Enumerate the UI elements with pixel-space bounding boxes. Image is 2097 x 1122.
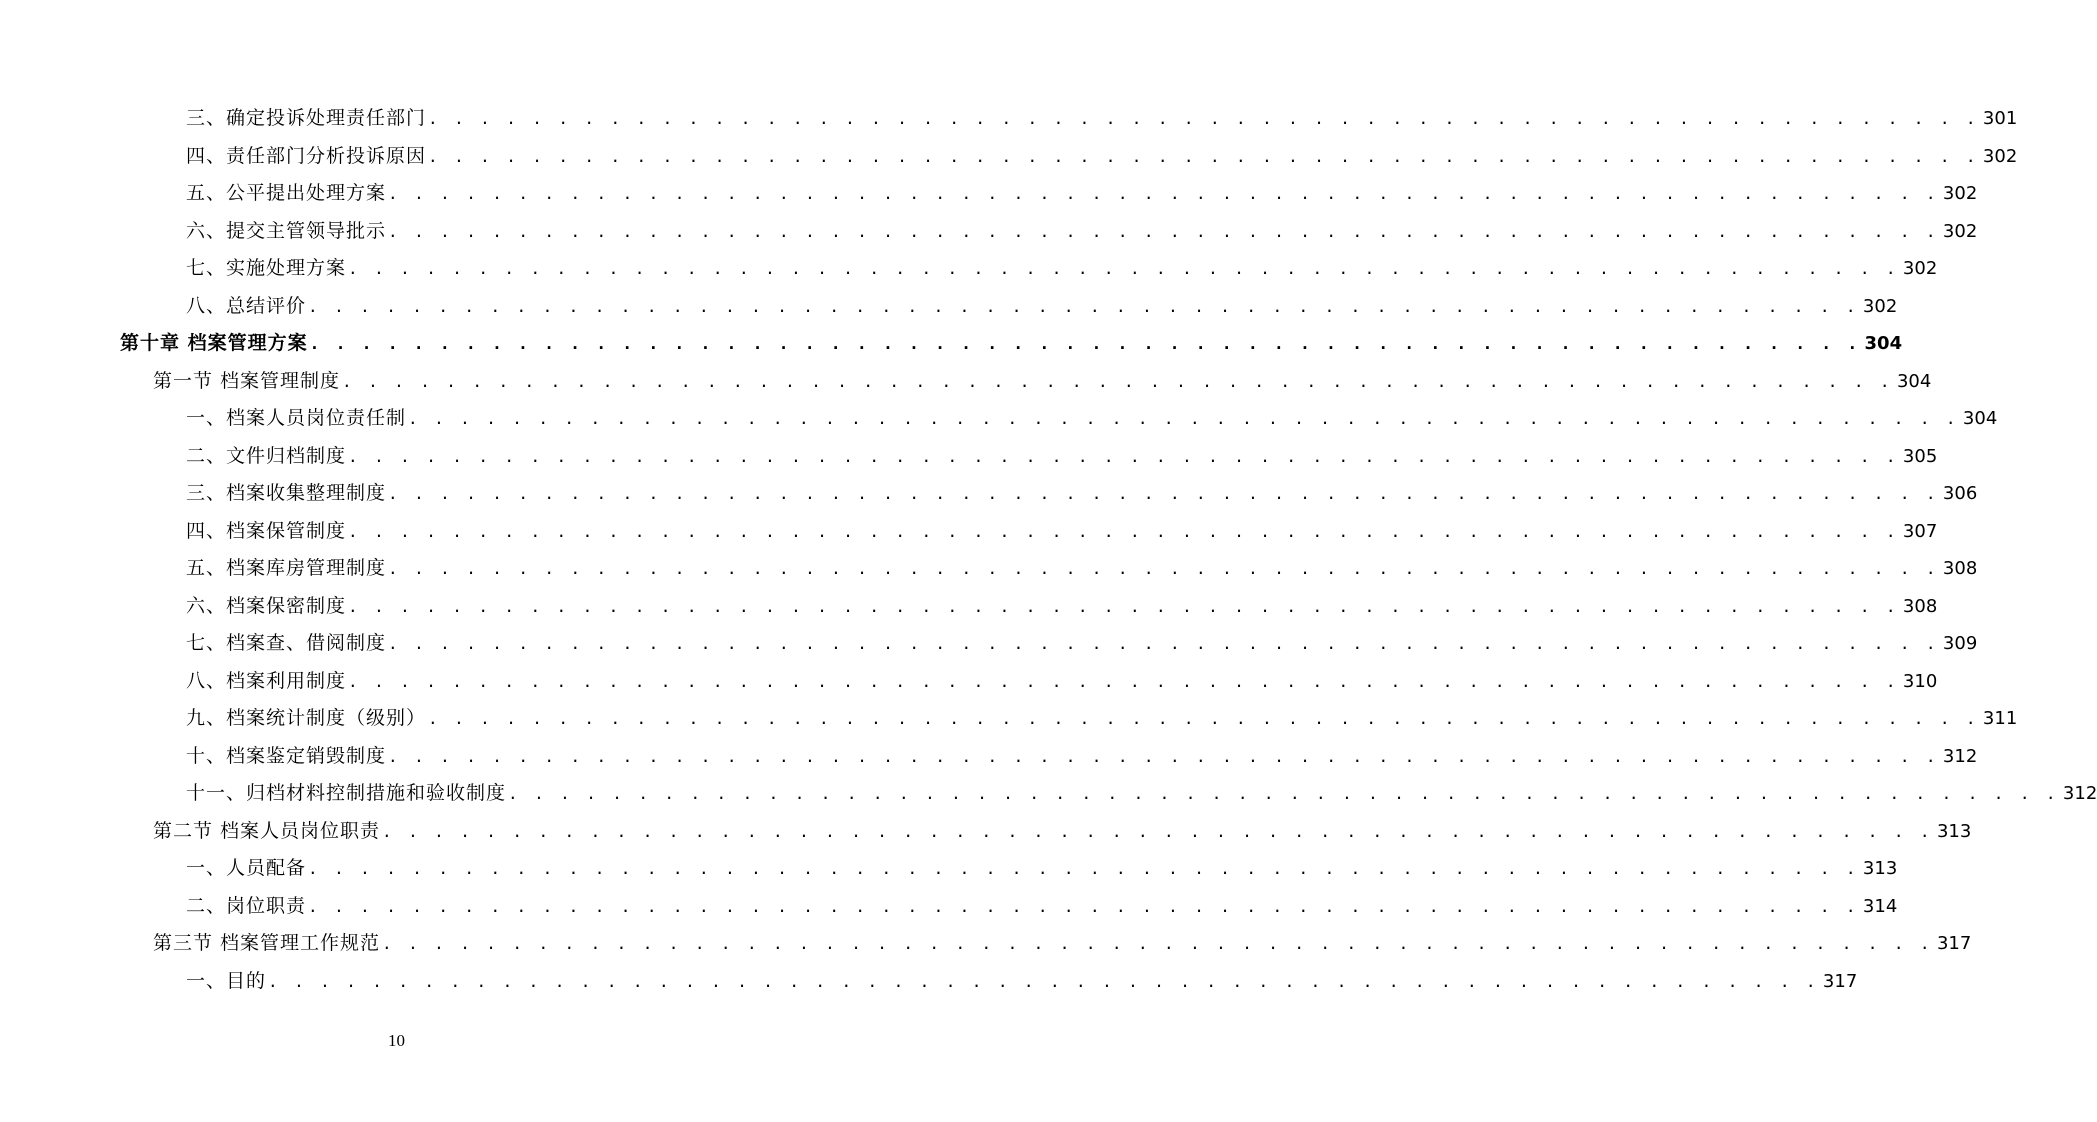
toc-dot-leader: . . . . . . . . . . . . . . . . . . . . . . . . . . . . . . . . . . . . . . . . . . . . . . . . . . . . . . . . . . . . — [388, 184, 1939, 203]
toc-entry-page: 317 — [1822, 970, 1858, 992]
toc-item-entry[interactable] — [0, 100, 2018, 138]
toc-dot-leader: . . . . . . . . . . . . . . . . . . . . . . . . . . . . . . . . . . . . . . . . . . . . . . . . . . . . . . . . . . . . — [388, 746, 1939, 766]
toc-dot-leader: . . . . . . . . . . . . . . . . . . . . . . . . . . . . . . . . . . . . . . . . . . . . . . . . . . . . . . . . . . . . — [309, 334, 1861, 353]
toc-entry-title: 一、人员配备 — [186, 857, 307, 879]
toc-dot-leader: . . . . . . . . . . . . . . . . . . . . . . . . . . . . . . . . . . . . . . . . . . . . . . . . . . . . . . . . . . . . — [348, 596, 1899, 616]
toc-entry-title: 八、总结评价 — [186, 294, 307, 317]
toc-entry-page: 310 — [1902, 670, 1938, 692]
toc-entry-page: 304 — [1962, 408, 1998, 429]
toc-entry-page: 302 — [1942, 220, 1978, 242]
toc-item-entry[interactable] — [0, 175, 1978, 213]
toc-item-entry[interactable] — [0, 550, 1978, 588]
page-number: 10 — [388, 1031, 405, 1050]
toc-item-entry[interactable] — [0, 775, 2097, 813]
toc-entry-title: 第十章 档案管理方案 — [120, 332, 308, 354]
toc-dot-leader: . . . . . . . . . . . . . . . . . . . . . . . . . . . . . . . . . . . . . . . . . . . . . . . . . . . . . . . . . . . . — [382, 821, 1933, 841]
toc-entry-title: 二、岗位职责 — [186, 894, 307, 917]
toc-entry-page: 301 — [1982, 108, 2018, 129]
toc-dot-leader: . . . . . . . . . . . . . . . . . . . . . . . . . . . . . . . . . . . . . . . . . . . . . . . . . . . . . . . . . . . . — [428, 146, 1979, 166]
toc-entry-page: 302 — [1982, 145, 2018, 167]
toc-dot-leader: . . . . . . . . . . . . . . . . . . . . . . . . . . . . . . . . . . . . . . . . . . . . . . . . . . . . . . . . . . . . — [348, 446, 1899, 466]
toc-entry-page: 306 — [1942, 483, 1978, 504]
toc-entry-title: 七、实施处理方案 — [186, 257, 347, 279]
toc-item-entry[interactable] — [0, 438, 1938, 476]
toc-item-entry[interactable] — [0, 963, 1858, 1001]
toc-dot-leader: . . . . . . . . . . . . . . . . . . . . . . . . . . . . . . . . . . . . . . . . . . . . . . . . . . . . . . . . . . . . — [308, 859, 1859, 878]
toc-dot-leader: . . . . . . . . . . . . . . . . . . . . . . . . . . . . . . . . . . . . . . . . . . . . . . . . . . . . . . . . . . . . — [428, 709, 1979, 728]
toc-item-entry[interactable] — [0, 513, 1938, 551]
toc-entry-title: 第三节 档案管理工作规范 — [153, 932, 381, 954]
toc-dot-leader: . . . . . . . . . . . . . . . . . . . . . . . . . . . . . . . . . . . . . . . . . . . . . . . . . . . . . . . . . . . . — [348, 259, 1899, 278]
toc-chapter-entry[interactable] — [0, 325, 1903, 363]
toc-dot-leader: . . . . . . . . . . . . . . . . . . . . . . . . . . . . . . . . . . . . . . . . . . . . . . . . . . . . . . . . . . . . — [342, 371, 1893, 391]
toc-entry-page: 317 — [1936, 933, 1972, 954]
toc-entry-title: 八、档案利用制度 — [186, 669, 347, 692]
toc-entry-title: 六、档案保密制度 — [186, 594, 347, 617]
table-of-contents — [0, 100, 2097, 1000]
toc-dot-leader: . . . . . . . . . . . . . . . . . . . . . . . . . . . . . . . . . . . . . . . . . . . . . . . . . . . . . . . . . . . . — [388, 634, 1939, 653]
toc-item-entry[interactable] — [0, 738, 1978, 776]
toc-entry-page: 305 — [1902, 445, 1938, 467]
toc-dot-leader: . . . . . . . . . . . . . . . . . . . . . . . . . . . . . . . . . . . . . . . . . . . . . . . . . . . . . . . . . . . . — [308, 296, 1859, 316]
toc-dot-leader: . . . . . . . . . . . . . . . . . . . . . . . . . . . . . . . . . . . . . . . . . . . . . . . . . . . . . . . . . . . . — [388, 559, 1939, 578]
toc-dot-leader: . . . . . . . . . . . . . . . . . . . . . . . . . . . . . . . . . . . . . . . . . . . . . . . . . . . . . . . . . . . . — [508, 784, 2059, 803]
toc-item-entry[interactable] — [0, 700, 2018, 738]
toc-item-entry[interactable] — [0, 475, 1978, 513]
toc-entry-page: 313 — [1936, 820, 1972, 842]
toc-entry-page: 302 — [1902, 258, 1938, 279]
toc-entry-title: 第一节 档案管理制度 — [153, 369, 341, 392]
toc-entry-page: 309 — [1942, 633, 1978, 654]
toc-entry-title: 三、确定投诉处理责任部门 — [186, 107, 427, 129]
toc-item-entry[interactable] — [0, 588, 1938, 626]
toc-entry-title: 五、档案库房管理制度 — [186, 557, 387, 579]
toc-entry-title: 六、提交主管领导批示 — [186, 219, 387, 242]
toc-entry-title: 十一、归档材料控制措施和验收制度 — [186, 782, 507, 804]
toc-item-entry[interactable] — [0, 625, 1978, 663]
toc-item-entry[interactable] — [0, 663, 1938, 701]
toc-dot-leader: . . . . . . . . . . . . . . . . . . . . . . . . . . . . . . . . . . . . . . . . . . . . . . . . . . . . . . . . . . . . — [268, 971, 1819, 991]
toc-entry-title: 九、档案统计制度（级别） — [186, 707, 427, 729]
toc-entry-title: 十、档案鉴定销毁制度 — [186, 744, 387, 767]
toc-item-entry[interactable] — [0, 250, 1938, 288]
toc-entry-page: 302 — [1862, 295, 1898, 317]
toc-item-entry[interactable] — [0, 400, 1998, 438]
toc-entry-title: 七、档案查、借阅制度 — [186, 632, 387, 654]
toc-entry-page: 307 — [1902, 520, 1938, 542]
toc-entry-page: 312 — [1942, 745, 1978, 767]
toc-entry-title: 五、公平提出处理方案 — [186, 182, 387, 204]
toc-dot-leader: . . . . . . . . . . . . . . . . . . . . . . . . . . . . . . . . . . . . . . . . . . . . . . . . . . . . . . . . . . . . — [308, 896, 1859, 916]
toc-entry-title: 一、档案人员岗位责任制 — [186, 407, 407, 429]
toc-entry-page: 314 — [1862, 895, 1898, 917]
toc-entry-title: 三、档案收集整理制度 — [186, 482, 387, 504]
toc-entry-title: 四、档案保管制度 — [186, 519, 347, 542]
toc-item-entry[interactable] — [0, 850, 1898, 888]
toc-dot-leader: . . . . . . . . . . . . . . . . . . . . . . . . . . . . . . . . . . . . . . . . . . . . . . . . . . . . . . . . . . . . — [348, 671, 1899, 691]
toc-entry-page: 308 — [1942, 558, 1978, 579]
toc-dot-leader: . . . . . . . . . . . . . . . . . . . . . . . . . . . . . . . . . . . . . . . . . . . . . . . . . . . . . . . . . . . . — [388, 221, 1939, 241]
toc-entry-page: 304 — [1896, 370, 1932, 392]
toc-entry-title: 第二节 档案人员岗位职责 — [153, 819, 381, 842]
toc-item-entry[interactable] — [0, 288, 1898, 326]
toc-entry-page: 312 — [2062, 783, 2097, 804]
toc-section-entry[interactable] — [0, 363, 1932, 401]
toc-item-entry[interactable] — [0, 138, 2018, 176]
toc-dot-leader: . . . . . . . . . . . . . . . . . . . . . . . . . . . . . . . . . . . . . . . . . . . . . . . . . . . . . . . . . . . . — [348, 521, 1899, 541]
toc-dot-leader: . . . . . . . . . . . . . . . . . . . . . . . . . . . . . . . . . . . . . . . . . . . . . . . . . . . . . . . . . . . . — [388, 484, 1939, 503]
toc-section-entry[interactable] — [0, 813, 1972, 851]
toc-item-entry[interactable] — [0, 888, 1898, 926]
toc-entry-page: 313 — [1862, 858, 1898, 879]
toc-item-entry[interactable] — [0, 213, 1978, 251]
toc-entry-page: 304 — [1864, 333, 1903, 354]
toc-entry-title: 二、文件归档制度 — [186, 444, 347, 467]
toc-dot-leader: . . . . . . . . . . . . . . . . . . . . . . . . . . . . . . . . . . . . . . . . . . . . . . . . . . . . . . . . . . . . — [428, 109, 1979, 128]
toc-entry-title: 四、责任部门分析投诉原因 — [186, 144, 427, 167]
toc-entry-title: 一、目的 — [186, 969, 267, 992]
toc-entry-page: 308 — [1902, 595, 1938, 617]
toc-entry-page: 302 — [1942, 183, 1978, 204]
toc-dot-leader: . . . . . . . . . . . . . . . . . . . . . . . . . . . . . . . . . . . . . . . . . . . . . . . . . . . . . . . . . . . . — [382, 934, 1933, 953]
toc-section-entry[interactable] — [0, 925, 1972, 963]
toc-dot-leader: . . . . . . . . . . . . . . . . . . . . . . . . . . . . . . . . . . . . . . . . . . . . . . . . . . . . . . . . . . . . — [408, 409, 1959, 428]
toc-entry-page: 311 — [1982, 708, 2018, 729]
